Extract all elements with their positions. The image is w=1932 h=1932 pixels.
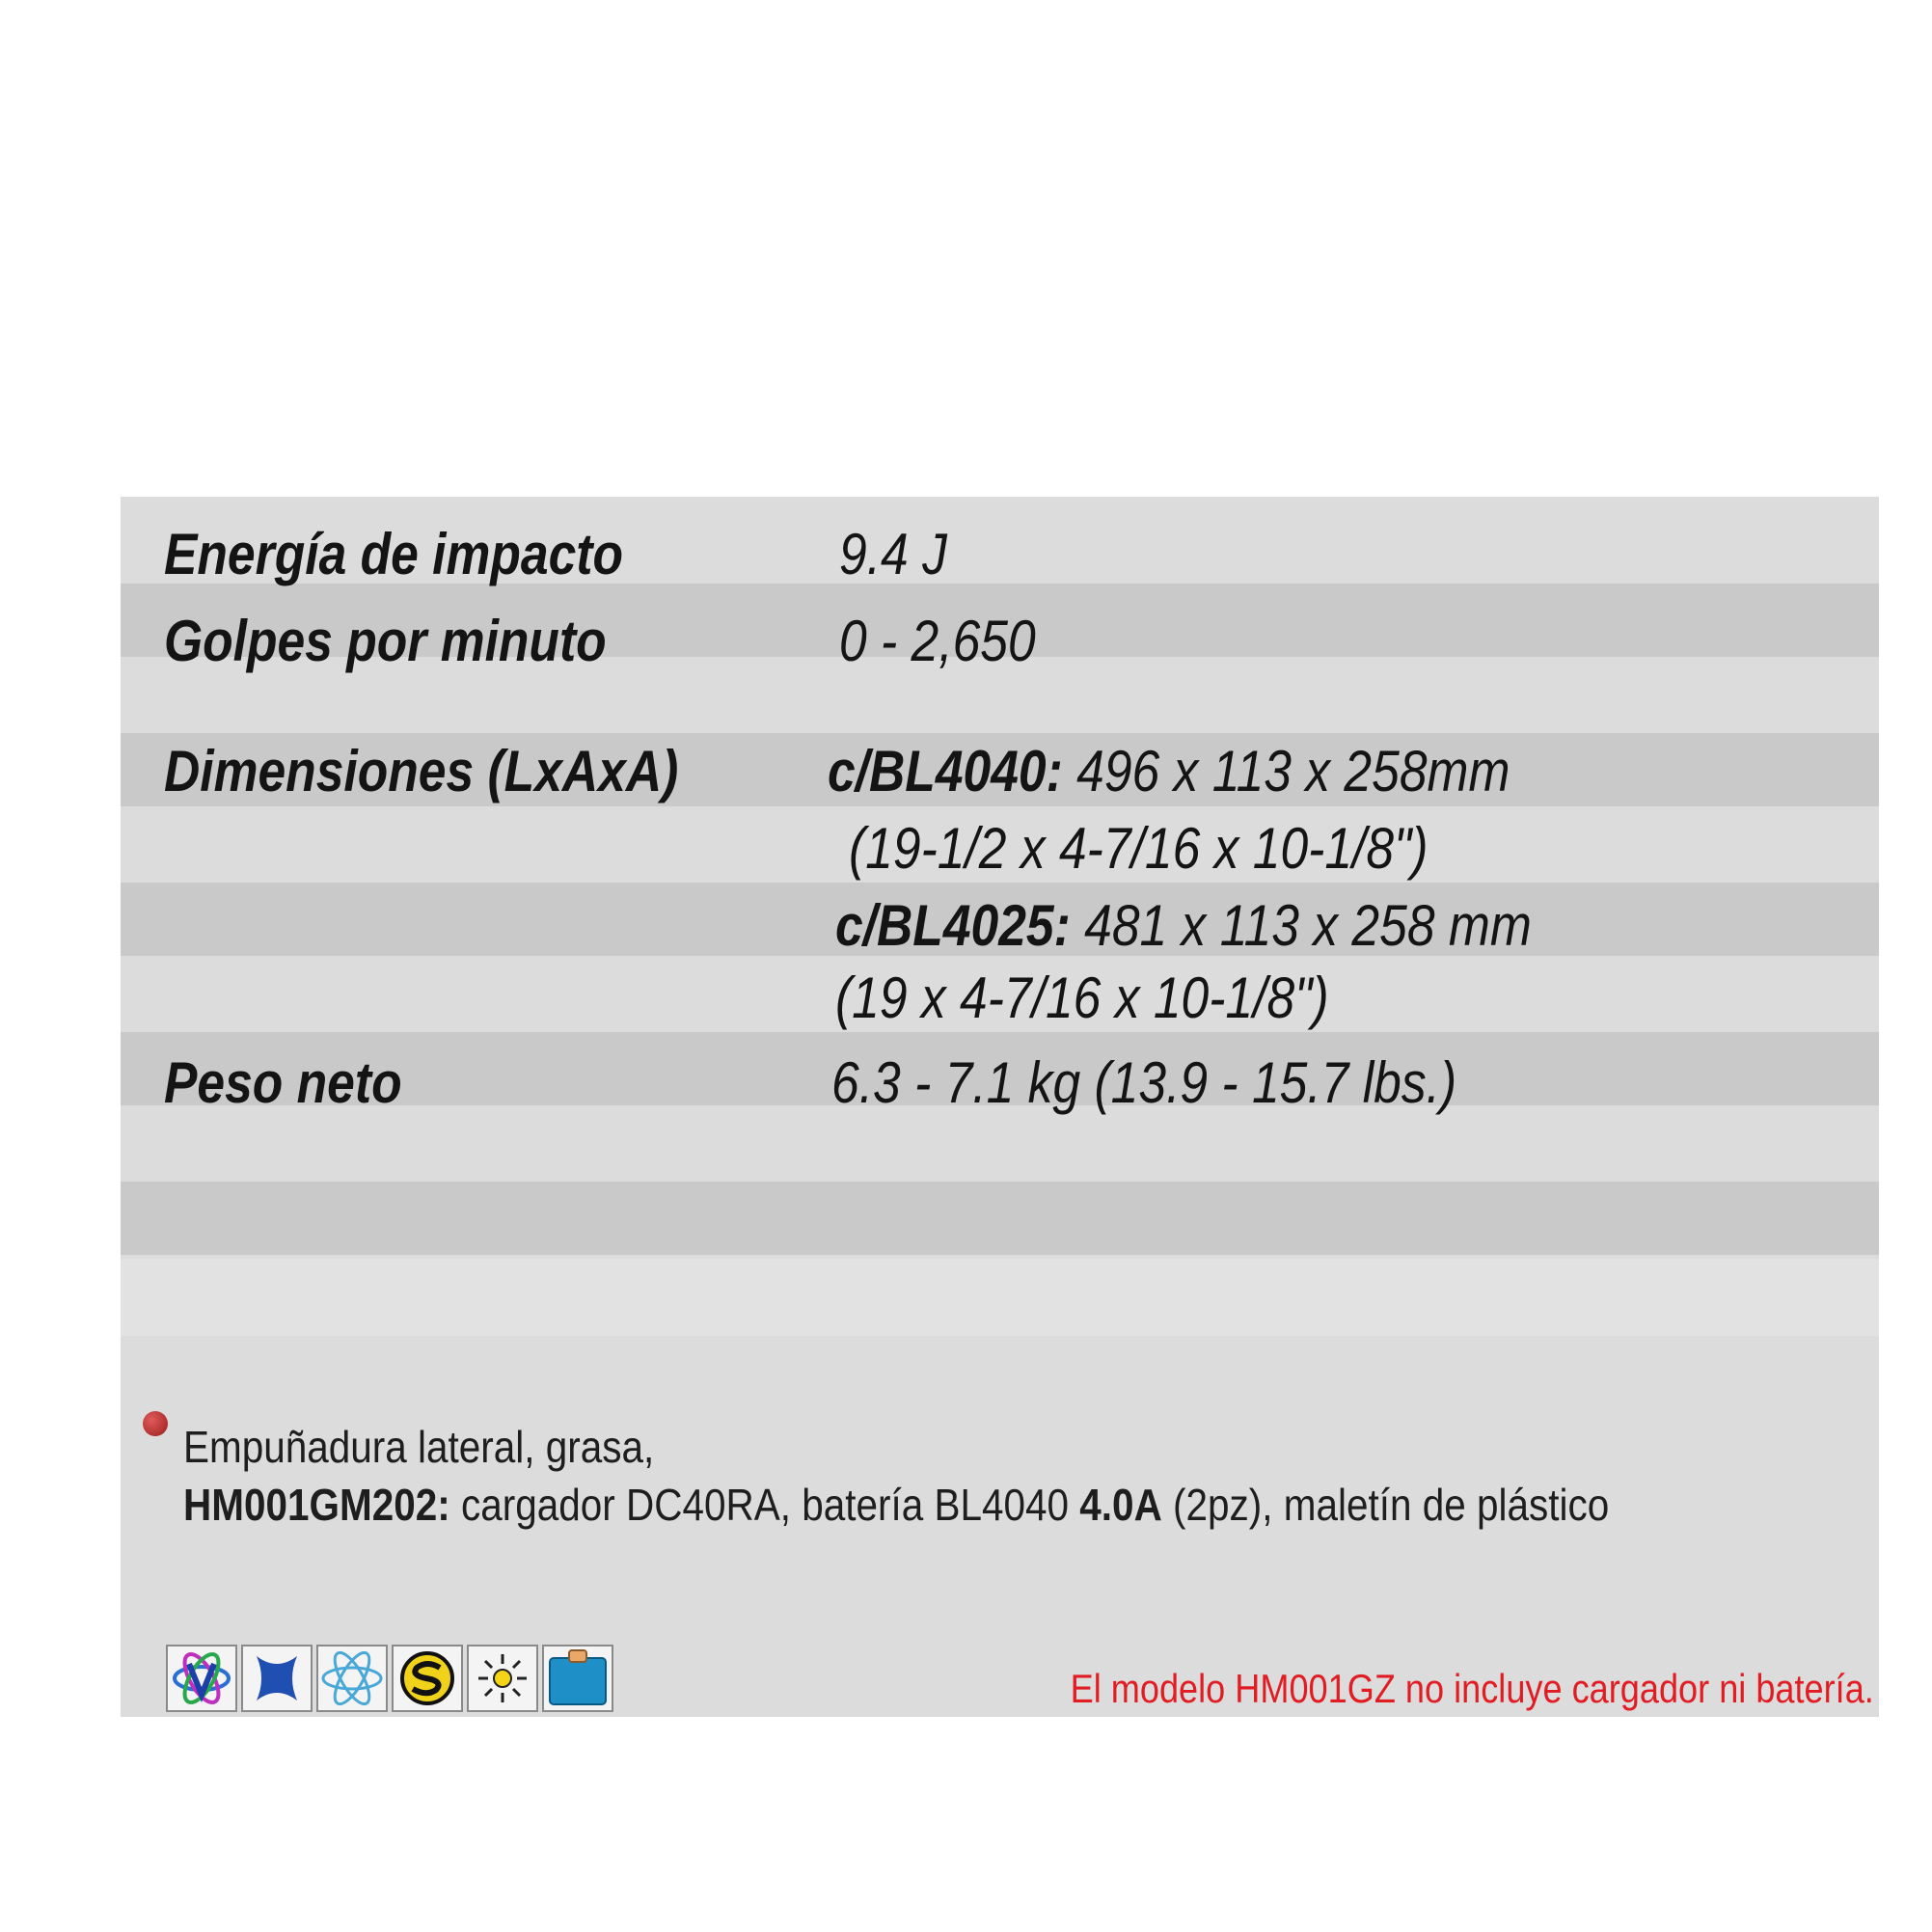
vibration-icon xyxy=(166,1645,237,1712)
case-icon xyxy=(542,1645,613,1712)
battery-rating: 4.0A xyxy=(1079,1480,1162,1530)
blows-per-minute-label: Golpes por minuto xyxy=(164,609,607,673)
net-weight-label: Peso neto xyxy=(164,1050,402,1115)
row-stripe-light xyxy=(121,1259,1879,1336)
impact-energy-label: Energía de impacto xyxy=(164,522,623,586)
dimensions-bl4025-inches: (19 x 4-7/16 x 10-1/8") xyxy=(835,966,1329,1030)
accessories-line-2 xyxy=(183,1477,1609,1533)
light-icon xyxy=(467,1645,538,1712)
dimensions-label: Dimensiones (LxAxA) xyxy=(164,739,679,803)
footnote: El modelo HM001GZ no incluye cargador ni batería. xyxy=(1070,1666,1874,1711)
dimensions-bl4025-value: 481 x 113 x 258 mm xyxy=(1070,893,1532,958)
atom-icon xyxy=(316,1645,388,1712)
dimensions-bl4025 xyxy=(835,889,1532,963)
x-badge-icon xyxy=(241,1645,313,1712)
dimensions-bl4025-key: c/BL4025: xyxy=(835,893,1071,958)
kit-model: HM001GM202: xyxy=(183,1480,450,1530)
dimensions-bl4040-inches: (19-1/2 x 4-7/16 x 10-1/8") xyxy=(849,816,1429,881)
dimensions-bl4040-value: 496 x 113 x 258mm xyxy=(1062,739,1510,803)
accessories-line-1: Empuñadura lateral, grasa, xyxy=(183,1422,655,1472)
net-weight-value: 6.3 - 7.1 kg (13.9 - 15.7 lbs.) xyxy=(831,1050,1457,1115)
feature-icons xyxy=(166,1645,617,1712)
blows-per-minute-value: 0 - 2,650 xyxy=(839,609,1036,673)
s-logo-icon xyxy=(392,1645,463,1712)
kit-contents-rest: (2pz), maletín de plástico xyxy=(1161,1480,1610,1530)
impact-energy-value: 9.4 J xyxy=(839,522,947,586)
dimensions-bl4040 xyxy=(828,735,1510,808)
dimensions-bl4040-key: c/BL4040: xyxy=(828,739,1063,803)
row-stripe xyxy=(121,1182,1879,1255)
kit-contents: cargador DC40RA, batería BL4040 xyxy=(449,1480,1080,1530)
bullet-icon xyxy=(143,1411,168,1436)
